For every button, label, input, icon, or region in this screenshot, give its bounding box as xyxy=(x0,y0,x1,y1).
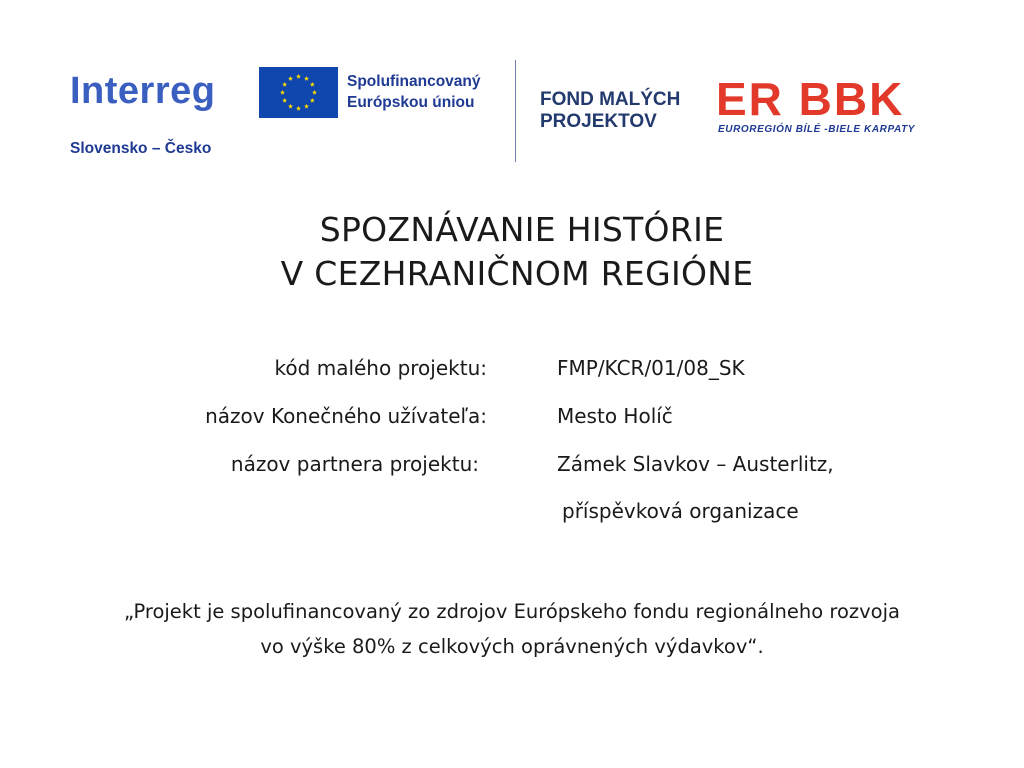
fund-line2: PROJEKTOV xyxy=(540,111,657,132)
fund-line1: FOND MALÝCH xyxy=(540,89,681,110)
code-value: FMP/KCR/01/08_SK xyxy=(557,356,745,380)
eu-text-line2: Európskou úniou xyxy=(347,94,475,111)
interreg-subtitle: Slovensko – Česko xyxy=(70,140,212,157)
eu-star-icon xyxy=(296,106,301,111)
erbbk-logo: ER BBK xyxy=(716,73,905,125)
logo-bar xyxy=(0,0,1024,180)
eu-star-icon xyxy=(282,82,287,87)
eu-flag-icon xyxy=(259,67,338,118)
code-label: kód malého projektu: xyxy=(274,356,487,380)
funding-statement xyxy=(0,594,1024,664)
eu-star-icon xyxy=(288,76,293,81)
eu-star-icon xyxy=(288,104,293,109)
eu-star-icon xyxy=(310,98,315,103)
project-title xyxy=(0,208,1024,296)
logo-divider xyxy=(515,60,516,162)
title-line1: SPOZNÁVANIE HISTÓRIE xyxy=(319,210,725,249)
eu-star-icon xyxy=(304,76,309,81)
fund-logo xyxy=(540,89,680,133)
eu-star-icon xyxy=(304,104,309,109)
eu-text-line1: Spolufinancovaný xyxy=(347,73,481,90)
eu-star-icon xyxy=(312,90,317,95)
statement-line1: „Projekt je spolufinancovaný zo zdrojov Európskeho fondu regionálneho rozvoja xyxy=(124,600,900,623)
user-value: Mesto Holíč xyxy=(557,404,673,428)
user-label: názov Konečného užívateľa: xyxy=(205,404,487,428)
eu-cofinanced-text xyxy=(347,71,481,113)
partner-label: názov partnera projektu: xyxy=(230,452,479,476)
interreg-logo: Interreg xyxy=(70,70,216,112)
partner-value-line2: příspěvková organizace xyxy=(562,499,799,523)
partner-value-line1: Zámek Slavkov – Austerlitz, xyxy=(557,452,834,476)
eu-star-icon xyxy=(280,90,285,95)
eu-star-icon xyxy=(296,74,301,79)
erbbk-subtitle: EUROREGIÓN BÍLÉ -BIELE KARPATY xyxy=(718,124,916,135)
title-line2: V CEZHRANIČNOM REGIÓNE xyxy=(280,254,754,293)
eu-star-icon xyxy=(282,98,287,103)
statement-line2: vo výške 80% z celkových oprávnených výdavkov“. xyxy=(260,635,764,658)
eu-star-icon xyxy=(310,82,315,87)
